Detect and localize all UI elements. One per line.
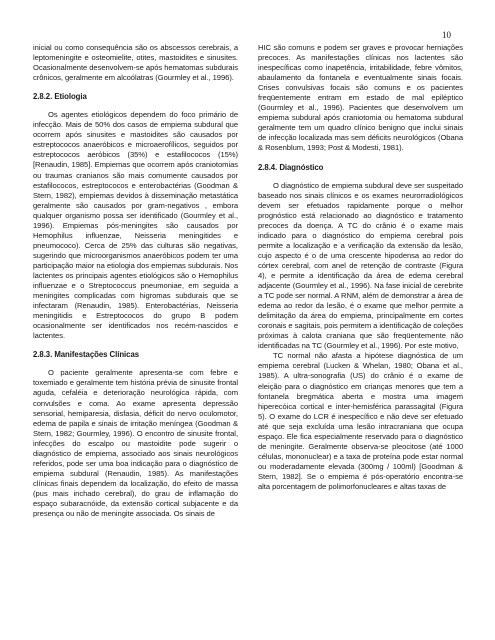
left-column: [33, 43, 238, 519]
section-heading-diagnostico: 2.8.4. Diagnóstico: [258, 162, 324, 172]
paragraph-diagnostico: O diagnóstico de empiema subdural deve ser suspeitado baseado nos sinais clínicos e os exames neurorradiológicos devem ser efetuados rapidamente porque o melhor prognóstico está relacionado ao diagnóstico e tratamento precoces da doença. A TC do crânio é o exame mais indicado para o diagnóstico do empiema cerebral pois permite a localização e a verificação da extensão da lesão, cujo aspecto é o de uma crescente hipodensa ao redor do córtex cerebral, com anel de retenção de contraste (Figura 4), e permite a identificação da área de edema cerebral adjacente (Gourmley et al., 1996). Na fase inicial de cerebrite a TC pode ser normal. A RNM, além de demonstrar a área de edema ao redor da lesão, é o exame que melhor permite a delimitação da área do empiema, principalmente em cortes coronais e sagitais, pois permitem a identificação de coleções próximas à calota craniana que são freqüentemente não identificadas na TC (Gourmley et al., 1996). Por este motivo,: [258, 180, 463, 351]
paragraph-manifestacoes-continued: HIC são comuns e podem ser graves e provocar herniações precoces. As manifestações clínicas nos lactentes são inespecíficas como inapetência, irritabilidade, febre vômitos, abaulamento da fontanela e eventualmente sinais focais. Crises convulsivas focais são comuns e os pacientes freqüentemente entram em estado de mal epiléptico (Gourmley et al., 1996). Pacientes que desenvolvem um empiema subdural após craniotomia ou hematoma subdural geralmente tem um quadro clínico benigno que inclui sinais de infecção localizada mas sem déficits neurológicos (Obana & Rosenblum, 1993; Post & Modesti, 1981).: [258, 43, 463, 153]
right-column: [258, 43, 463, 492]
paragraph-manifestacoes: O paciente geralmente apresenta-se com febre e toxemiado e geralmente tem história prévia de sinusite frontal aguda, cefaléia e deterioração neurológica rápida, com convulsões e coma. Ao exame apresenta depressão sensorial, hemiparesia, disfasia, déficit do nervo oculomotor, edema de papila e sinais de irritação meníngea (Goodman & Stern, 1982; Gourmley, 1996). O encontro de sinusite frontal, infecções do escalpo ou mastoidite pode sugerir o diagnóstico de empiema, associado aos sinais neurológicos referidos, pode ser uma boa indicação para o diagnóstico de empiema subdural (Renaudin, 1985). As manifestações clínicas finais dependem da localização, do efeito de massa (pus mais inchado cerebral), do grau de inflamação do espaço subaracnóide, da extensão cortical subjacente e da presença ou não de meningite associada. Os sinais de: [33, 368, 238, 519]
paragraph-etiologia: Os agentes etiológicos dependem do foco primário de infecção. Mais de 50% dos casos de empiema subdural que ocorrem após sinusites e mastoidites são causados por estreptococos anaeróbicos e microaerofílicos, seguidos por estreptococos aeróbicos (35%) e estafilococos (15%) [Renaudin, 1985]. Empiemas que ocorrem após craniotomias ou traumas cranianos são mais comumente causados por estafilococos, estreptococos e enterobactérias (Goodman & Stern, 1982), empiemas devidos à disseminação metastática geralmente são causados por gram-negativos , embora qualquer organismo possa ser identificado (Gourmley et al., 1996). Empiemas pós-meningites são causados por Hemophilus influenzae, Neisseria meningitides e pneumococo). Cerca de 25% das culturas são negativas, sugerindo que microorganismos anaeróbicos podem ter uma participação maior na etiologia dos empiemas subdurais. Nos lactentes os principais agentes etiológicos são o Hemophilus influenzae e o Streptococcus pneumoniae, em seguida a meningites complicadas com higromas subdurais que se infectaram (Renaudin, 1985). Enterobactérias, Neisseria meningitidis e Estreptococos do grupo B podem ocasionalmente ser identificados nos recém-nascidos e lactentes.: [33, 110, 238, 341]
paragraph-intro-continued: inicial ou como consequência são os abscessos cerebrais, a leptomeningite e osteomielite, otites, mastoidites e sinusites. Ocasionalmente desenvolvem-se após hematomas subdurais crônicos, geralmente em alcoólatras (Gourmley et al., 1996).: [33, 43, 238, 83]
paragraph-diagnostico-continued: TC normal não afasta a hipótese diagnóstica de um empiema cerebral (Lucken & Whelan, 1980; Obana et al., 1985). A ultra-sonografia (US) do crânio é o exame de eleição para o diagnóstico em crianças menores que tem a fontanela bregmática aberta e mostra uma imagem hiperecóica cortical e inter-hemisférica parassagital (Figura 5). O exame do LCR é inespecífico e não deve ser efetuado até que seja excluída uma lesão intracraniana que ocupa espaço. Ele fica especialmente reservado para o diagnóstico de meningite. Geralmente observa-se pleocitose (até 1000 células, mononuclear) e a taxa de proteína pode estar normal ou moderadamente elevada (300mg / 100ml) [Goodman & Stern, 1982]. Se o empiema é pós-operatório encontra-se alta porcentagem de polimorfonucleares e altas taxas de: [258, 351, 463, 491]
section-heading-etiologia: 2.8.2. Etiologia: [33, 92, 87, 102]
section-heading-manifestacoes: 2.8.3. Manifestações Clínicas: [33, 350, 140, 360]
page-number: 10: [442, 30, 451, 40]
